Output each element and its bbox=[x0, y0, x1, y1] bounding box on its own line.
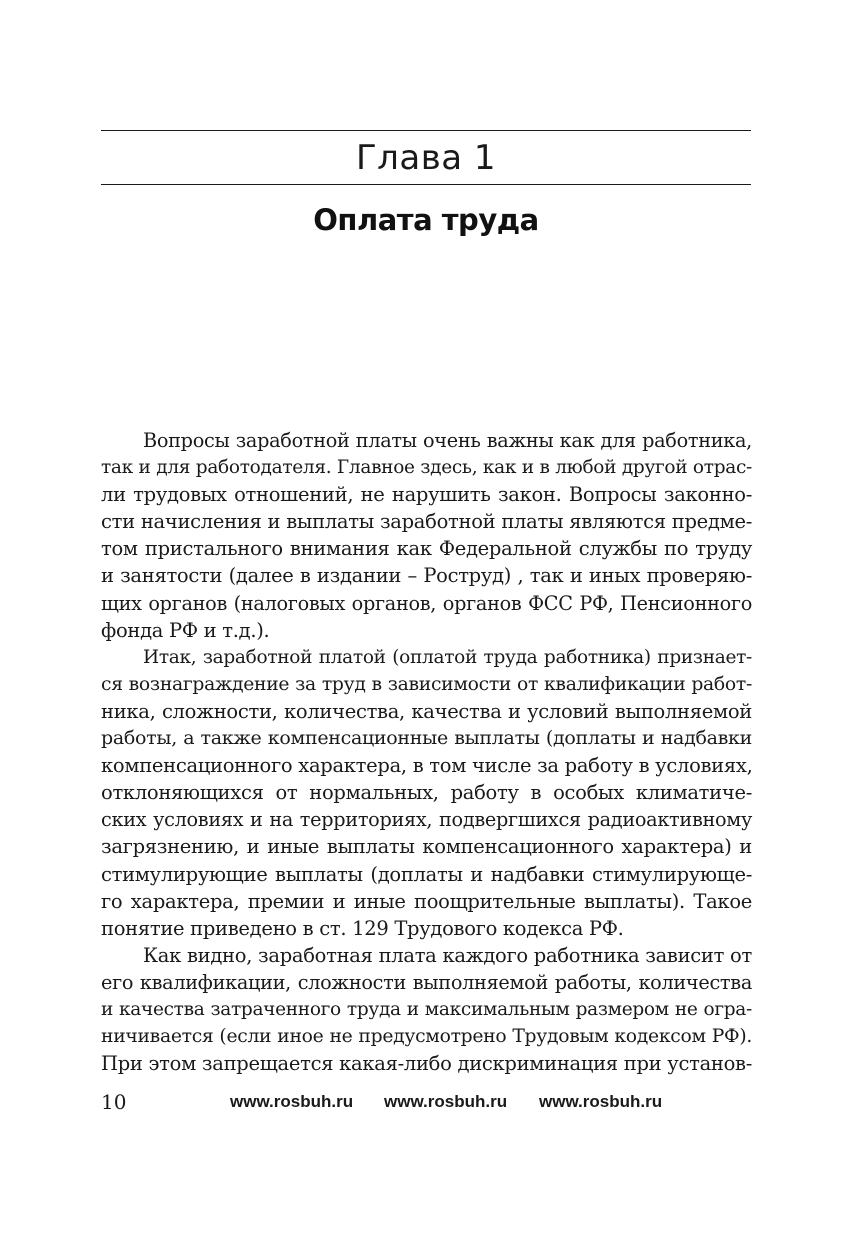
text-line: ничивается (если иное не предусмотрено Трудовым кодексом РФ). bbox=[101, 1026, 752, 1048]
text-line: го характера, премии и иные поощрительные выплаты). Такое bbox=[101, 889, 752, 913]
page-footer bbox=[101, 1090, 752, 1120]
bottom-rule bbox=[101, 184, 751, 185]
text-line: сти начисления и выплаты заработной платы являются предме- bbox=[101, 510, 752, 534]
footer-url: www.rosbuh.ru bbox=[230, 1092, 354, 1111]
text-line: загрязнению, и иные выплаты компенсационного характера) и bbox=[101, 835, 752, 859]
text-line: Как видно, заработная плата каждого работника зависит от bbox=[143, 943, 752, 967]
text-line: При этом запрещается какая-либо дискриминация при установ- bbox=[101, 1052, 752, 1076]
text-line: Вопросы заработной платы очень важны как для работника, bbox=[143, 429, 752, 452]
text-line: том пристального внимания как Федеральной службы по труду bbox=[101, 537, 752, 561]
paragraph-3 bbox=[101, 942, 752, 1077]
text-line: понятие приведено в ст. 129 Трудового кодекса РФ. bbox=[101, 916, 624, 940]
top-rule bbox=[101, 130, 751, 131]
paragraph-2 bbox=[101, 644, 752, 942]
text-line: фонда РФ и т.д.). bbox=[101, 618, 270, 642]
text-line: работы, а также компенсационные выплаты (доплаты и надбавки bbox=[101, 727, 752, 750]
text-line: Итак, заработной платой (оплатой труда работника) признает- bbox=[143, 646, 752, 668]
text-line: и качества затраченного труда и максимальным размером не огра- bbox=[101, 998, 752, 1020]
chapter-label: Глава 1 bbox=[355, 138, 497, 178]
body-text bbox=[101, 427, 752, 1077]
text-line: ника, сложности, количества, качества и условий выполняемой bbox=[101, 699, 752, 723]
text-line: щих органов (налоговых органов, органов ФСС РФ, Пенсионного bbox=[101, 591, 752, 615]
text-line: стимулирующие выплаты (доплаты и надбавки стимулирующе- bbox=[101, 862, 752, 886]
footer-url: www.rosbuh.ru bbox=[539, 1092, 663, 1111]
text-line: и занятости (далее в издании – Роструд) , так и иных проверяю- bbox=[101, 564, 752, 588]
footer-url: www.rosbuh.ru bbox=[384, 1092, 508, 1111]
text-line: ских условиях и на территориях, подвергшихся радиоактивному bbox=[101, 808, 752, 832]
text-line: компенсационного характера, в том числе за работу в условиях, bbox=[101, 754, 753, 778]
text-line: так и для работодателя. Главное здесь, как и в любой другой отрас- bbox=[101, 457, 752, 479]
text-line: ли трудовых отношений, не нарушить закон. Вопросы законно- bbox=[101, 483, 752, 507]
paragraph-1 bbox=[101, 427, 752, 644]
page-number: 10 bbox=[101, 1090, 127, 1114]
text-line: отклоняющихся от нормальных, работу в особых климатиче- bbox=[101, 781, 752, 805]
text-line: ся вознаграждение за труд в зависимости от квалификации работ- bbox=[101, 673, 752, 695]
chapter-title: Оплата труда bbox=[313, 203, 539, 237]
text-line: его квалификации, сложности выполняемой работы, количества bbox=[101, 970, 752, 994]
